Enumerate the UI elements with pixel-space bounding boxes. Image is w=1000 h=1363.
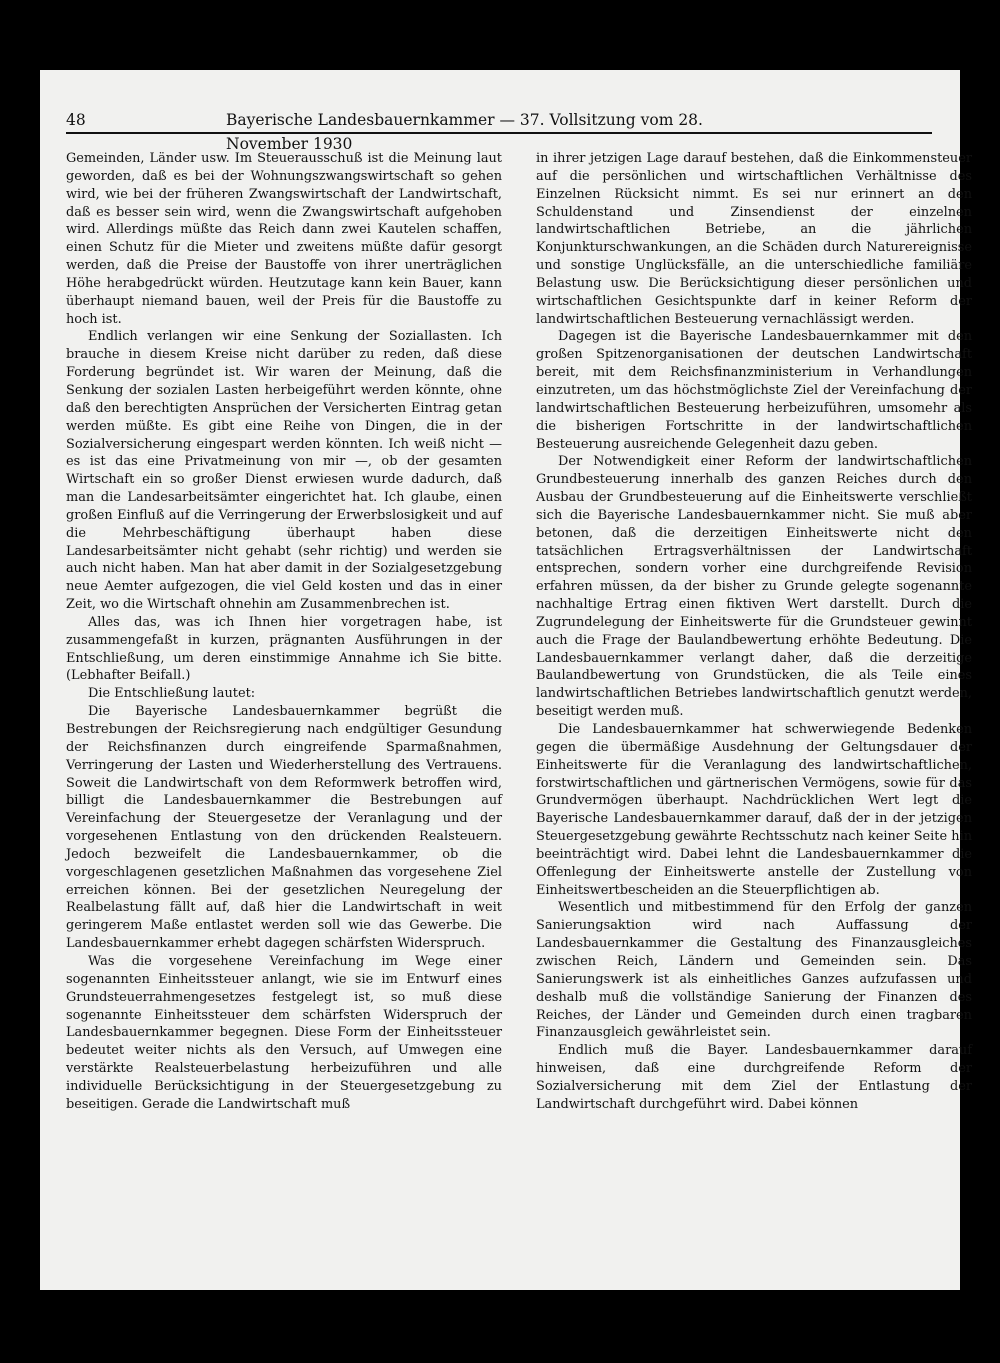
paragraph: Alles das, was ich Ihnen hier vorgetragen habe, ist zusammengefaßt in kurzen, prägnanten Ausführungen in der Entschließung, um deren einstimmige Annahme ich Sie bitte. (Lebhafter Beifall.) [66, 614, 502, 684]
paragraph: Gemeinden, Länder usw. Im Steuerausschuß ist die Meinung laut geworden, daß es bei der Wohnungszwangswirtschaft so gehen wird, wie bei der früheren Zwangswirtschaft der Landwirtschaft, daß es besser sein wird, wenn die Zwangswirtschaft aufgehoben wird. Allerdings müßte das Reich dann zwei Kautelen schaffen, einen Schutz für die Mieter und zweitens müßte dafür gesorgt werden, daß die Preise der Baustoffe von ihrer unerträglichen Höhe herabgedrückt würden. Heutzutage kann kein Bauer, kann überhaupt niemand bauen, weil der Preis für die Baustoffe zu hoch ist. [66, 151, 502, 327]
resolution-paragraph: in ihrer jetzigen Lage darauf bestehen, daß die Einkommensteuer auf die persönlichen und wirtschaftlichen Verhältnisse des Einzelnen Rücksicht nimmt. Es sei nur erinnert an den Schuldenstand und Zinsendienst der einzelnen landwirtschaftlichen Betriebe, an die jährlichen Konjunkturschwankungen, an die Schäden durch Naturereignisse und sonstige Unglücksfälle, an die unterschiedliche familiäre Belastung usw. Die Berücksichtigung dieser persönlichen und wirtschaftlichen Gesichtspunkte darf in keiner Reform der landwirtschaftlichen Besteuerung vernachlässigt werden. [536, 151, 972, 327]
resolution-paragraph: Dagegen ist die Bayerische Landesbauernkammer mit den großen Spitzenorganisationen der deutschen Landwirtschaft bereit, mit dem Reichsfinanzministerium in Verhandlungen einzutreten, um das höchstmöglichste Ziel der Vereinfachung der landwirtschaftlichen Besteuerung herbeizuführen, umsomehr als die bisherigen Fortschritte in der landwirtschaftlichen Besteuerung ausreichende Gelegenheit dazu geben. [536, 329, 972, 452]
resolution-paragraph: Was die vorgesehene Vereinfachung im Wege einer sogenannten Einheitssteuer anlangt, wie sie im Entwurf eines Grundsteuerrahmengesetzes festgelegt ist, so muß diese sogenannte Einheitssteuer dem schärfsten Widerspruch der Landesbauernkammer begegnen. Diese Form der Einheitssteuer bedeutet weiter nichts als den Versuch, auf Umwegen eine verstärkte Realsteuerbelastung herbeizuführen und alle individuelle Berücksichtigung in der Steuergesetzgebung zu beseitigen. Gerade die Landwirtschaft muß [66, 953, 502, 1112]
resolution-paragraph: Der Notwendigkeit einer Reform der landwirtschaftlichen Grundbesteuerung innerhalb des ganzen Reiches durch den Ausbau der Grundbesteuerung auf die Einheitswerte verschließt sich die Bayerische Landesbauernkammer nicht. Sie muß aber betonen, daß die derzeitigen Einheitswerte nicht den tatsächlichen Ertragsverhältnissen der Landwirtschaft entsprechen, sondern vorher eine durchgreifende Revision erfahren müssen, da der bisher zu Grunde gelegte sogenannte nachhaltige Ertrag einen fiktiven Wert darstellt. Durch die Zugrundelegung der Einheitswerte für die Grundsteuer gewinnt auch die Frage der Baulandbewertung erhöhte Bedeutung. Die Landesbauernkammer verlangt daher, daß die derzeitige Baulandbewertung von Grundstücken, die als Teile eines landwirtschaftlichen Betriebes landwirtschaftlich genutzt werden, beseitigt werden muß. [536, 454, 972, 720]
resolution-paragraph: Die Bayerische Landesbauernkammer begrüßt die Bestrebungen der Reichsregierung nach endgültiger Gesundung der Reichsfinanzen durch eingreifende Sparmaßnahmen, Verringerung der Lasten und Wiederherstellung des Vertrauens. Soweit die Landwirtschaft von dem Reformwerk betroffen wird, billigt die Landesbauernkammer die Bestrebungen auf Vereinfachung der Steuergesetze der Veranlagung und der vorgesehenen Entlastung von den drückenden Realsteuern. Jedoch bezweifelt die Landesbauernkammer, ob die vorgeschlagenen gesetzlichen Maßnahmen das vorgesehene Ziel erreichen können. Bei der gesetzlichen Neuregelung der Realbelastung fällt auf, daß hier die Landwirtschaft in weit geringerem Maße entlastet werden soll wie das Gewerbe. Die Landesbauernkammer erhebt dagegen schärfsten Widerspruch. [66, 704, 502, 952]
page-number: 48 [66, 111, 86, 129]
running-title: Bayerische Landesbauernkammer — 37. Vollsitzung vom 28. November 1930 [226, 111, 703, 153]
resolution-intro: Die Entschließung lautet: [88, 686, 256, 702]
resolution-paragraph: Die Landesbauernkammer hat schwerwiegende Bedenken gegen die übermäßige Ausdehnung der Geltungsdauer der Einheitswerte für die Veranlagung des landwirtschaftlichen, forstwirtschaftlichen und gärtnerischen Vermögens, sowie für das Grundvermögen überhaupt. Nachdrücklichen Wert legt die Bayerische Landesbauernkammer darauf, daß der in der jetzigen Steuergesetzgebung gewährte Rechtsschutz nach keiner Seite hin beeinträchtigt wird. Dabei lehnt die Landesbauernkammer die Offenlegung der Einheitswerte anstelle der Zustellung von Einheitswertbescheiden an die Steuerpflichtigen ab. [536, 722, 972, 898]
resolution-paragraph: Wesentlich und mitbestimmend für den Erfolg der ganzen Sanierungsaktion wird nach Auffassung der Landesbauernkammer die Gestaltung des Finanzausgleiches zwischen Reich, Ländern und Gemeinden sein. Das Sanierungswerk ist als einheitliches Ganzes aufzufassen und deshalb muß die vollständige Sanierung der Finanzen des Reiches, der Länder und Gemeinden durch einen tragbaren Finanzausgleich gewährleistet sein. [536, 900, 972, 1041]
left-column [66, 150, 502, 1114]
right-column [536, 150, 972, 1114]
paragraph: Endlich verlangen wir eine Senkung der Soziallasten. Ich brauche in diesem Kreise nicht darüber zu reden, daß diese Forderung begründet ist. Wir waren der Meinung, daß die Senkung der sozialen Lasten herbeigeführt werden könnte, ohne daß den berechtigten Ansprüchen der Versicherten Eintrag getan werden müßte. Es gibt eine Reihe von Dingen, die in der Sozialversicherung eingespart werden könnten. Ich weiß nicht — es ist das eine Privatmeinung von mir —, ob der gesamten Wirtschaft ein so großer Dienst erwiesen wurde dadurch, daß man die Landesarbeitsämter eingerichtet hat. Ich glaube, einen großen Einfluß auf die Verringerung der Erwerbslosigkeit und auf die Mehrbeschäftigung überhaupt haben diese Landesarbeitsämter nicht gehabt (sehr richtig) und werden sie auch nicht haben. Man hat aber damit in der Sozialgesetzgebung neue Aemter aufgezogen, die viel Geld kosten und das in einer Zeit, wo die Wirtschaft ohnehin am Zusammenbrechen ist. [66, 329, 502, 613]
resolution-paragraph: Endlich muß die Bayer. Landesbauernkammer darauf hinweisen, daß eine durchgreifende Reform der Sozialversicherung mit dem Ziel der Entlastung der Landwirtschaft durchgeführt wird. Dabei können [536, 1043, 972, 1112]
running-header [66, 108, 932, 153]
document-page [40, 70, 972, 1290]
